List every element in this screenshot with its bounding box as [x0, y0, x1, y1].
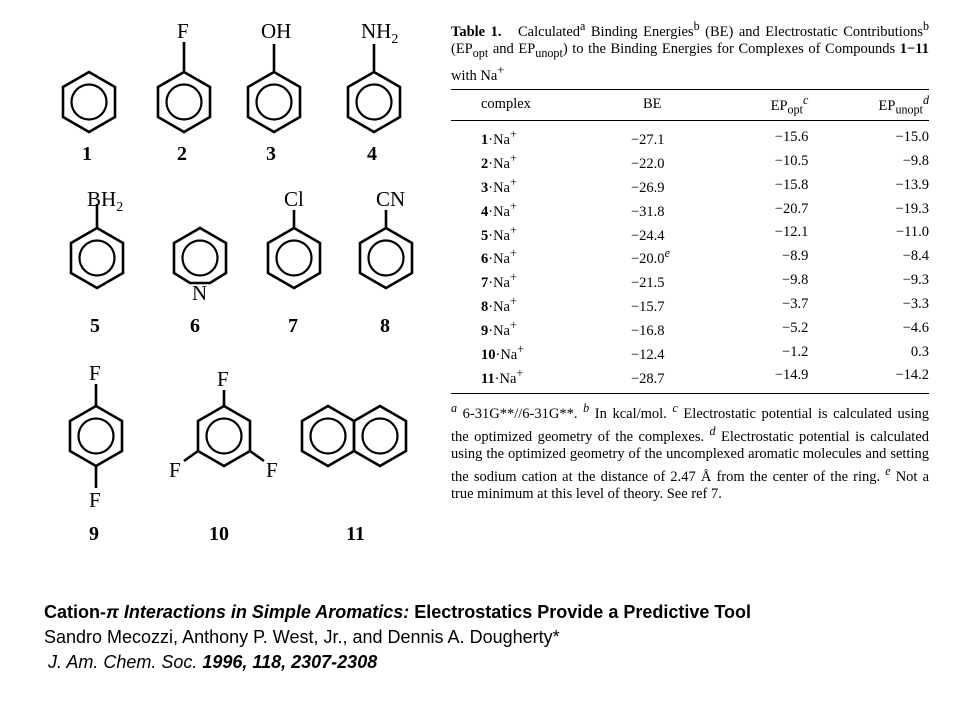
table-row	[451, 316, 929, 340]
cell-complex: 4·Na+	[481, 198, 517, 220]
cell-ep-unopt: −4.6	[902, 319, 929, 336]
cell-complex: 6·Na+	[481, 246, 517, 268]
table-footnotes: $^a$ 6-31G**//6-31G**. $^b$ In kcal/mol. $^c$ Electrostatic potential is calculated using the optimized geometry of the complexes. $^d$ Electrostatic potential is calculated using the optimized geometry of the uncomplexed aromatic molecules and setting the sodium cation at the distance of 2.47 Å from the center of the ring. $^e$ Not a true minimum at this level of theory. See ref 7.	[451, 401, 930, 502]
cell-complex: 5·Na+	[481, 222, 517, 244]
cell-be: −12.4	[631, 346, 665, 363]
caption-text: with Na	[451, 67, 498, 84]
structure-number: 2	[177, 143, 187, 165]
cell-ep-opt: −12.1	[774, 224, 809, 241]
table-row	[451, 292, 929, 316]
cell-ep-opt: −10.5	[774, 153, 809, 169]
cell-ep-opt: −1.2	[782, 343, 809, 360]
structure-number: 5	[90, 315, 100, 337]
cell-complex: 11·Na+	[481, 365, 524, 387]
substituent-label-bottom: F	[89, 488, 101, 512]
structure-number: 8	[380, 315, 390, 337]
cell-be: −22.0	[631, 155, 665, 172]
cell-be: −20.0$^e$	[631, 246, 670, 268]
structure-11-naphthalene	[302, 406, 406, 545]
table-row	[451, 149, 929, 173]
substituent-label: OH	[261, 19, 292, 43]
structure-number: 9	[89, 523, 99, 545]
table-label: Table 1.	[451, 23, 502, 40]
substituent-label-left: F	[169, 458, 181, 482]
cell-ep-opt: −3.7	[782, 295, 809, 312]
footnote-mark: a	[580, 19, 586, 33]
cell-be: −15.7	[631, 298, 665, 315]
cell-complex: 9·Na+	[481, 317, 517, 339]
caption-text: Calculated	[518, 23, 581, 40]
cell-ep-unopt: −3.3	[902, 295, 929, 312]
structure-10-trifluorobenzene	[169, 367, 278, 545]
cell-be: −24.4	[631, 227, 665, 244]
cell-ep-opt: −5.2	[782, 319, 809, 336]
table-row	[451, 125, 929, 149]
structure-number: 10	[209, 523, 229, 545]
paper-title: Cation-π Interactions in Simple Aromatics: Electrostatics Provide a Predictive Tool	[44, 602, 752, 622]
header-complex: complex	[481, 96, 531, 113]
charge-mark: +	[497, 62, 505, 77]
cell-complex: 3·Na+	[481, 174, 517, 196]
cell-be: −16.8	[631, 322, 665, 339]
cell-complex: 7·Na+	[481, 270, 517, 292]
table-row	[451, 268, 929, 292]
structure-2-fluorobenzene	[158, 19, 210, 165]
caption-text: Binding Energies	[585, 23, 694, 40]
table-body	[451, 121, 929, 387]
cell-ep-opt: −15.8	[774, 176, 809, 193]
table-row	[451, 364, 929, 388]
cell-ep-unopt: −15.0	[895, 129, 929, 146]
caption-text: (EP	[451, 40, 473, 57]
footnote-mark: b	[922, 19, 930, 33]
ring-nitrogen: N	[192, 281, 208, 305]
cell-complex: 1·Na+	[481, 127, 517, 149]
substituent-label: NH	[361, 19, 392, 43]
table-row	[451, 197, 929, 221]
citation-block	[44, 600, 944, 675]
table-row	[451, 173, 929, 197]
cell-be: −21.5	[631, 275, 665, 292]
cell-be: −28.7	[631, 370, 665, 387]
substituent-subscript: 2	[116, 200, 124, 215]
cell-complex: 10·Na+	[481, 341, 525, 363]
structure-3-phenol	[248, 19, 300, 165]
cell-be: −31.8	[631, 203, 665, 220]
cell-ep-unopt: −8.4	[902, 248, 929, 265]
structure-number: 11	[346, 523, 365, 545]
structure-4-aniline	[348, 19, 400, 165]
substituent-label: F	[177, 19, 189, 43]
compound-range: 1−11	[899, 40, 929, 57]
structure-number: 1	[82, 143, 92, 165]
cell-complex: 8·Na+	[481, 294, 517, 315]
cell-ep-unopt: −19.3	[895, 200, 929, 217]
svg-text:NH2	[361, 19, 398, 47]
structure-number: 7	[288, 315, 298, 337]
footnote-mark: b	[693, 19, 700, 33]
table-header-row	[451, 90, 929, 121]
structure-1-benzene	[63, 72, 115, 165]
caption-subscript: opt	[472, 45, 489, 60]
structure-number: 4	[367, 143, 377, 165]
substituent-label: Cl	[284, 187, 304, 211]
cell-ep-unopt: 0.3	[910, 343, 929, 360]
binding-energy-table	[451, 90, 929, 388]
cell-ep-unopt: −9.8	[902, 153, 929, 169]
cell-be: −26.9	[631, 179, 665, 196]
header-be: BE	[643, 96, 662, 113]
cell-be: −27.1	[631, 132, 665, 149]
structure-5-phenylborane	[71, 187, 123, 337]
cell-ep-opt: −8.9	[782, 248, 809, 265]
structure-7-chlorobenzene	[268, 187, 320, 337]
structure-9-difluorobenzene	[70, 361, 122, 545]
substituent-label-right: F	[266, 458, 278, 482]
caption-text: ) to the Binding Energies for Complexes of Compounds	[562, 40, 900, 57]
structure-6-pyridine	[174, 228, 226, 337]
table-row	[451, 340, 929, 364]
cell-complex: 2·Na+	[481, 151, 517, 172]
header-ep-opt: $EP_{opt}^c$	[770, 92, 809, 117]
cell-ep-opt: −20.7	[774, 200, 809, 217]
caption-text: (BE) and Electrostatic Contributions	[699, 23, 923, 40]
substituent-label: CN	[376, 187, 406, 211]
cell-ep-unopt: −9.3	[902, 272, 929, 289]
caption-text: and EP	[488, 40, 536, 57]
cell-ep-unopt: −14.2	[895, 367, 929, 384]
table-row	[451, 221, 929, 245]
structures-figure	[0, 0, 440, 560]
svg-text:BH2	[87, 187, 123, 215]
header-ep-unopt: $EP_{unopt}^d$	[878, 92, 929, 117]
table-row	[451, 244, 929, 268]
table-caption	[451, 18, 929, 85]
substituent-label-top: F	[217, 367, 229, 391]
cell-ep-unopt: −13.9	[895, 176, 929, 193]
caption-subscript: unopt	[535, 45, 563, 60]
structure-8-benzonitrile	[360, 187, 412, 337]
structure-number: 3	[266, 143, 276, 165]
cell-ep-opt: −14.9	[774, 367, 809, 384]
paper-authors: Sandro Mecozzi, Anthony P. West, Jr., and Dennis A. Dougherty*	[44, 627, 560, 647]
cell-ep-opt: −9.8	[782, 272, 809, 289]
table-bottom-rule	[451, 393, 929, 394]
substituent-label: BH	[87, 187, 117, 211]
paper-journal: J. Am. Chem. Soc. 1996, 118, 2307-2308	[48, 652, 378, 672]
cell-ep-unopt: −11.0	[895, 224, 929, 241]
substituent-subscript: 2	[391, 32, 399, 47]
substituent-label-top: F	[89, 361, 101, 385]
table-1-panel	[451, 18, 929, 503]
cell-ep-opt: −15.6	[774, 129, 809, 146]
structure-number: 6	[190, 315, 200, 337]
